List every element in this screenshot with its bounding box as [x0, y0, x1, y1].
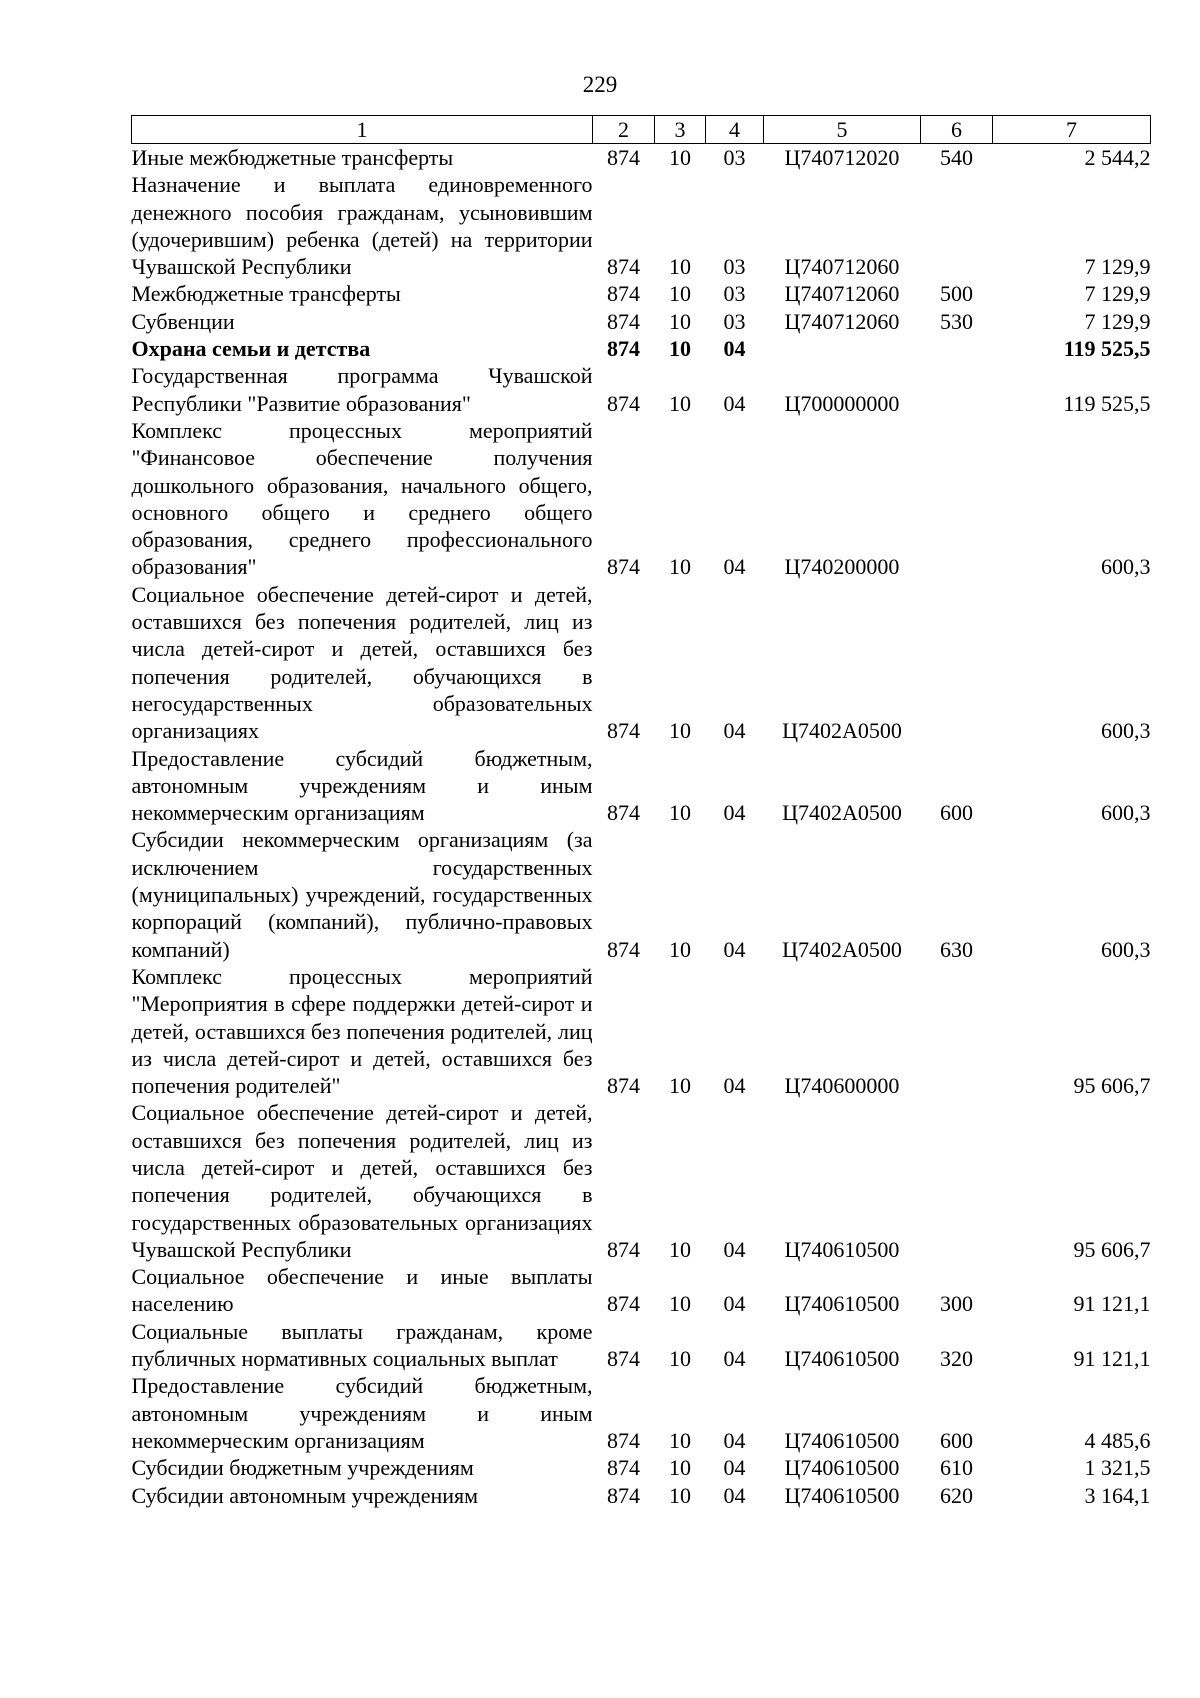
row-col-2: 874 [607, 1482, 640, 1508]
row-col-5: Ц740712060 [784, 308, 900, 334]
row-col-5: Ц7402А0500 [782, 800, 902, 826]
row-col-5: Ц700000000 [784, 390, 900, 416]
row-col-4: 03 [723, 308, 746, 334]
row-col-2: 874 [607, 936, 640, 962]
row-col-7: 91 121,1 [1073, 1346, 1151, 1372]
table-row [132, 1372, 1151, 1454]
table-row [132, 1454, 1151, 1481]
row-col-2: 874 [607, 554, 640, 580]
row-col-2: 874 [607, 800, 640, 826]
row-col-7: 91 121,1 [1073, 1291, 1151, 1317]
row-col-3: 10 [669, 800, 691, 826]
table-row [132, 1099, 1151, 1263]
row-col-6 [921, 335, 993, 362]
row-col-3: 10 [669, 718, 691, 744]
row-col-6: 620 [940, 1482, 973, 1508]
table-row [132, 745, 1151, 827]
row-col-3: 10 [669, 1236, 691, 1262]
row-col-6: 610 [940, 1455, 973, 1481]
row-col-4: 04 [723, 554, 746, 580]
row-col-4: 04 [723, 336, 746, 362]
row-col-2: 874 [607, 1455, 640, 1481]
row-col-3: 10 [669, 1455, 691, 1481]
header-col-3: 3 [655, 116, 706, 144]
row-col-6 [921, 1099, 993, 1263]
row-name: Предоставление субсидий бюджетным, автономным учреждениям и иным некоммерческим организациям [131, 745, 593, 826]
budget-table [131, 115, 1151, 1509]
row-col-7: 95 606,7 [1073, 1073, 1151, 1099]
table-header [132, 116, 1151, 144]
row-col-2: 874 [607, 1427, 640, 1453]
row-col-7: 119 525,5 [1063, 390, 1151, 416]
row-col-6: 320 [940, 1346, 973, 1372]
row-col-4: 04 [723, 1346, 746, 1372]
row-name: Субвенции [131, 308, 235, 334]
row-col-6 [921, 171, 993, 280]
row-col-7: 600,3 [1101, 936, 1151, 962]
row-col-3: 10 [669, 254, 691, 280]
row-col-4: 03 [723, 254, 746, 280]
table-row [132, 1482, 1151, 1509]
row-name: Назначение и выплата единовременного денежного пособия гражданам, усыновившим (удочерившим) ребенка (детей) на территории Чувашской Республики [131, 172, 593, 280]
row-col-6 [921, 362, 993, 417]
table-body [132, 144, 1151, 1509]
row-col-5: Ц740610500 [784, 1291, 900, 1317]
header-col-1: 1 [132, 116, 593, 144]
row-col-2: 874 [607, 390, 640, 416]
row-col-3: 10 [669, 390, 691, 416]
row-col-5: Ц740610500 [784, 1482, 900, 1508]
row-col-3: 10 [669, 554, 691, 580]
row-col-6: 540 [940, 145, 973, 170]
table-row [132, 144, 1151, 172]
row-col-5: Ц740200000 [784, 554, 900, 580]
row-col-3: 10 [669, 336, 691, 362]
table-row [132, 963, 1151, 1099]
row-col-2: 874 [607, 281, 640, 307]
row-col-2: 874 [607, 308, 640, 334]
row-name: Субсидии автономным учреждениям [131, 1482, 479, 1508]
row-col-6: 500 [940, 281, 973, 307]
row-col-4: 04 [723, 936, 746, 962]
row-col-4: 04 [723, 1455, 746, 1481]
table-row [132, 1263, 1151, 1318]
row-col-2: 874 [607, 254, 640, 280]
row-col-7: 119 525,5 [1063, 336, 1151, 362]
row-col-3: 10 [669, 1346, 691, 1372]
row-col-5 [764, 335, 921, 362]
row-col-4: 04 [723, 718, 746, 744]
row-col-5: Ц740610500 [784, 1346, 900, 1372]
row-col-7: 7 129,9 [1084, 254, 1151, 280]
row-name: Межбюджетные трансферты [131, 281, 401, 307]
row-col-5: Ц740610500 [784, 1236, 900, 1262]
row-col-4: 03 [723, 281, 746, 307]
row-name: Социальное обеспечение детей-сирот и детей, оставшихся без попечения родителей, лиц из числа детей-сирот и детей, оставшихся без попечения родителей, обучающихся в негосударственных образовательных организациях [131, 581, 593, 744]
row-name: Охрана семьи и детства [131, 336, 371, 362]
row-name: Предоставление субсидий бюджетным, автономным учреждениям и иным некоммерческим организациям [131, 1373, 593, 1453]
header-row [132, 116, 1151, 144]
header-col-4: 4 [706, 116, 764, 144]
row-col-3: 10 [669, 1291, 691, 1317]
row-name: Социальное обеспечение и иные выплаты населению [131, 1264, 593, 1317]
row-col-2: 874 [607, 718, 640, 744]
row-col-7: 7 129,9 [1084, 281, 1151, 307]
row-name: Субсидии некоммерческим организациям (за исключением государственных (муниципальных) учреждений, государственных корпораций (компаний), публично-правовых компаний) [131, 827, 593, 962]
row-col-2: 874 [607, 1291, 640, 1317]
row-col-2: 874 [607, 1236, 640, 1262]
row-col-5: Ц740610500 [784, 1427, 900, 1453]
row-name: Социальное обеспечение детей-сирот и детей, оставшихся без попечения родителей, лиц из числа детей-сирот и детей, оставшихся без попечения родителей, обучающихся в государственных образовательных организациях Чувашской Республики [131, 1100, 593, 1262]
row-col-6 [921, 581, 993, 745]
row-col-2: 874 [607, 1073, 640, 1099]
header-col-2: 2 [593, 116, 655, 144]
row-col-3: 10 [669, 1073, 691, 1099]
page-number: 229 [582, 72, 618, 97]
row-col-5: Ц7402А0500 [782, 936, 902, 962]
row-name: Иные межбюджетные трансферты [131, 145, 454, 170]
row-col-4: 04 [723, 1291, 746, 1317]
row-col-4: 04 [723, 1236, 746, 1262]
table-row [132, 171, 1151, 280]
row-col-7: 2 544,2 [1084, 145, 1151, 170]
row-col-6: 600 [940, 1427, 973, 1453]
row-col-4: 04 [723, 800, 746, 826]
header-col-5: 5 [764, 116, 921, 144]
row-col-5: Ц740712060 [784, 254, 900, 280]
row-col-7: 4 485,6 [1084, 1427, 1151, 1453]
row-col-7: 1 321,5 [1084, 1455, 1151, 1481]
row-name: Комплекс процессных мероприятий "Финансовое обеспечение получения дошкольного образования, начального общего, основного общего и среднего общего образования, среднего профессионального образования" [131, 417, 593, 580]
table-row [132, 335, 1151, 362]
row-col-4: 04 [723, 390, 746, 416]
row-col-7: 600,3 [1101, 800, 1151, 826]
row-col-3: 10 [669, 308, 691, 334]
table-row [132, 362, 1151, 417]
row-col-7: 600,3 [1101, 554, 1151, 580]
row-col-2: 874 [607, 1346, 640, 1372]
row-col-5: Ц740610500 [784, 1455, 900, 1481]
row-col-4: 04 [723, 1073, 746, 1099]
header-col-7: 7 [993, 116, 1151, 144]
row-col-6: 630 [940, 936, 973, 962]
row-col-3: 10 [669, 936, 691, 962]
row-col-6: 530 [940, 308, 973, 334]
table-row [132, 1318, 1151, 1373]
row-col-2: 874 [607, 145, 640, 170]
row-col-6 [921, 417, 993, 581]
row-col-4: 04 [723, 1427, 746, 1453]
row-col-2: 874 [607, 336, 640, 362]
table-row [132, 280, 1151, 307]
row-col-6: 600 [940, 800, 973, 826]
table-row [132, 581, 1151, 745]
row-col-4: 04 [723, 1482, 746, 1508]
row-col-3: 10 [669, 281, 691, 307]
row-col-4: 03 [723, 145, 746, 170]
row-col-3: 10 [669, 145, 691, 170]
row-name: Государственная программа Чувашской Республики "Развитие образования" [131, 363, 593, 416]
row-col-3: 10 [669, 1482, 691, 1508]
row-col-5: Ц740712060 [784, 281, 900, 307]
row-col-5: Ц740712020 [784, 145, 900, 170]
row-col-7: 3 164,1 [1084, 1482, 1151, 1508]
table-row [132, 826, 1151, 962]
row-name: Комплекс процессных мероприятий "Мероприятия в сфере поддержки детей-сирот и детей, оставшихся без попечения родителей, лиц из числа детей-сирот и детей, оставшихся без попечения родителей" [131, 963, 593, 1099]
row-col-5: Ц740600000 [784, 1073, 900, 1099]
row-col-5: Ц7402А0500 [782, 718, 902, 744]
row-col-6 [921, 963, 993, 1099]
row-name: Социальные выплаты гражданам, кроме публичных нормативных социальных выплат [131, 1318, 593, 1372]
row-col-7: 95 606,7 [1073, 1236, 1151, 1262]
row-col-3: 10 [669, 1427, 691, 1453]
row-col-6: 300 [940, 1291, 973, 1317]
table-row [132, 417, 1151, 581]
header-col-6: 6 [921, 116, 993, 144]
row-name: Субсидии бюджетным учреждениям [131, 1455, 474, 1481]
table-row [132, 308, 1151, 335]
row-col-7: 7 129,9 [1084, 308, 1151, 334]
row-col-7: 600,3 [1101, 718, 1151, 744]
